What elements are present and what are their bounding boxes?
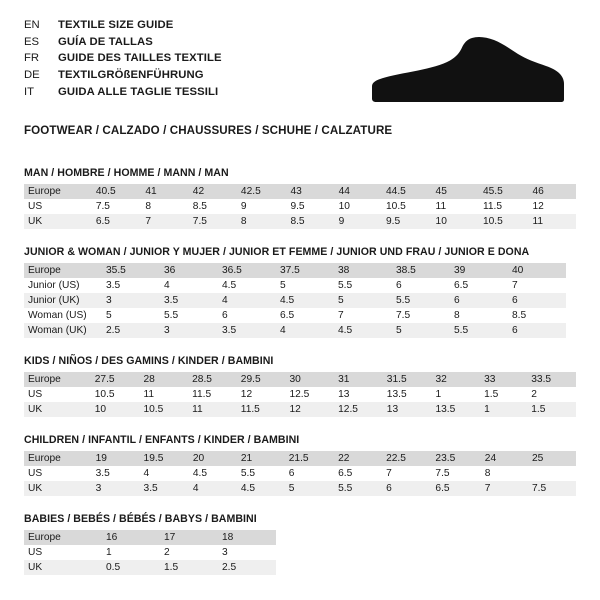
size-cell: 38.5 [392, 263, 450, 278]
size-cell: 12.5 [334, 402, 383, 417]
size-cell: 4 [164, 280, 170, 291]
table-row [24, 308, 566, 323]
size-sections [24, 167, 576, 575]
table-row [24, 214, 576, 229]
size-cell: 8 [454, 310, 460, 321]
size-cell: 32 [431, 372, 480, 387]
table-row [24, 278, 566, 293]
size-cell: 10.5 [139, 402, 188, 417]
size-cell: 33 [480, 372, 527, 387]
section-title: JUNIOR & WOMAN / JUNIOR Y MUJER / JUNIOR ET FEMME / JUNIOR UND FRAU / JUNIOR E DONA [24, 246, 530, 258]
size-cell: 7 [338, 310, 344, 321]
size-cell: 6.5 [431, 481, 480, 496]
size-cell: 6.5 [454, 280, 469, 291]
size-cell: 22.5 [382, 451, 431, 466]
size-cell: 7.5 [95, 201, 110, 212]
size-cell: 2 [164, 547, 170, 558]
section-title: KIDS / NIÑOS / DES GAMINS / KINDER / BAMBINI [24, 355, 274, 367]
size-cell: 7 [481, 481, 528, 496]
language-code: ES [24, 35, 40, 48]
table-row [24, 263, 566, 278]
size-cell: 6.5 [280, 310, 295, 321]
size-cell: 2 [531, 389, 537, 400]
table-row [24, 184, 576, 199]
size-cell: 8 [484, 468, 491, 479]
table-row [24, 323, 566, 338]
language-row [24, 35, 222, 52]
size-cell: 12 [240, 389, 253, 400]
row-label: US [28, 389, 43, 400]
size-cell: 35.5 [102, 263, 160, 278]
size-cell: 3.5 [218, 323, 276, 338]
row-label: US [28, 201, 43, 212]
size-cell: 41 [141, 184, 188, 199]
size-cell: 4.5 [222, 280, 237, 291]
size-cell: 8.5 [286, 214, 334, 229]
size-cell: 10.5 [386, 201, 406, 212]
size-cell: 25 [528, 451, 576, 466]
language-title: GUIDE DES TAILLES TEXTILE [58, 52, 222, 65]
table-row [24, 387, 576, 402]
language-title: TEXTILGRÖßENFÜHRUNG [58, 69, 204, 82]
row-label: UK [24, 560, 102, 575]
size-cell: 11.5 [237, 402, 286, 417]
size-cell: 1 [435, 389, 442, 400]
size-cell: 12 [285, 402, 334, 417]
size-cell: 19.5 [140, 451, 189, 466]
size-cell: 6 [288, 468, 295, 479]
language-title: TEXTILE SIZE GUIDE [58, 19, 174, 31]
row-label: Europe [24, 530, 102, 545]
size-cell: 33.5 [527, 372, 576, 387]
row-label: Europe [24, 184, 92, 199]
size-cell: 10 [91, 402, 140, 417]
size-table [24, 372, 576, 417]
row-label: Europe [24, 451, 92, 466]
size-cell: 20 [189, 451, 237, 466]
size-cell: 5 [280, 280, 286, 291]
table-row [24, 199, 576, 214]
size-cell: 8.5 [512, 310, 527, 321]
section-title: MAN / HOMBRE / HOMME / MANN / MAN [24, 167, 229, 179]
size-cell: 42.5 [237, 184, 287, 199]
size-cell: 13.5 [431, 402, 480, 417]
size-cell: 6 [508, 293, 566, 308]
size-cell: 3.5 [140, 481, 189, 496]
language-code: IT [24, 85, 35, 98]
language-row [24, 51, 222, 68]
size-cell: 2.5 [102, 323, 160, 338]
size-cell: 46 [529, 184, 577, 199]
size-cell: 43 [286, 184, 334, 199]
size-cell: 7 [512, 280, 518, 291]
table-row [24, 545, 276, 560]
size-cell: 5.5 [164, 310, 179, 321]
size-cell: 40.5 [92, 184, 142, 199]
size-cell: 11 [435, 201, 447, 212]
table-row [24, 372, 576, 387]
size-cell: 10.5 [94, 389, 115, 400]
size-cell: 13 [338, 389, 350, 400]
size-cell: 3 [222, 547, 228, 558]
size-cell: 42 [189, 184, 237, 199]
row-label: US [28, 468, 43, 479]
size-cell: 11 [143, 389, 155, 400]
size-cell: 5.5 [338, 280, 353, 291]
size-cell: 19 [92, 451, 140, 466]
size-cell: 3.5 [106, 280, 121, 291]
table-row [24, 466, 576, 481]
row-label: UK [24, 214, 92, 229]
size-cell: 3 [102, 293, 160, 308]
size-cell: 4 [218, 293, 276, 308]
size-cell: 36.5 [218, 263, 276, 278]
section-title: BABIES / BEBÉS / BÉBÉS / BABYS / BAMBINI [24, 513, 257, 525]
size-cell: 5 [285, 481, 334, 496]
size-cell: 31 [334, 372, 383, 387]
row-label: UK [24, 402, 91, 417]
table-row [24, 560, 276, 575]
size-cell: 11.5 [192, 389, 212, 400]
size-cell: 5 [334, 293, 392, 308]
size-cell: 10 [338, 201, 350, 212]
size-cell: 7.5 [396, 310, 411, 321]
size-cell: 4 [189, 481, 237, 496]
language-row [24, 18, 222, 35]
size-cell: 18 [218, 530, 276, 545]
size-section [24, 513, 576, 575]
size-table [24, 451, 576, 496]
size-cell: 13.5 [386, 389, 407, 400]
size-cell: 29.5 [237, 372, 286, 387]
size-cell: 5.5 [240, 468, 255, 479]
size-cell: 28 [139, 372, 188, 387]
size-cell: 9 [240, 201, 247, 212]
language-code: DE [24, 69, 40, 82]
document-header [24, 18, 576, 110]
size-cell: 3 [160, 323, 218, 338]
size-cell: 24 [481, 451, 528, 466]
size-cell: 1.5 [484, 389, 499, 400]
size-cell: 37.5 [276, 263, 334, 278]
size-cell: 21.5 [285, 451, 334, 466]
size-table [24, 263, 566, 338]
size-cell: 6.5 [338, 468, 353, 479]
size-cell: 23.5 [431, 451, 480, 466]
size-cell: 4 [276, 323, 334, 338]
table-row [24, 402, 576, 417]
size-cell: 0.5 [102, 560, 160, 575]
size-table [24, 184, 576, 229]
size-cell: 8.5 [192, 201, 207, 212]
language-row [24, 85, 222, 102]
size-section [24, 246, 576, 338]
row-label: Woman (UK) [24, 323, 102, 338]
size-cell: 30 [285, 372, 334, 387]
size-cell: 10 [432, 214, 479, 229]
size-cell: 6 [382, 481, 431, 496]
size-cell: 17 [160, 530, 218, 545]
language-row [24, 68, 222, 85]
size-cell: 45.5 [479, 184, 529, 199]
size-cell: 12 [532, 201, 544, 212]
size-cell: 5 [106, 310, 112, 321]
size-cell: 4.5 [192, 468, 208, 479]
size-cell: 13 [383, 402, 432, 417]
language-title: GUÍA DE TALLAS [58, 35, 153, 48]
table-row [24, 451, 576, 466]
size-cell: 28.5 [188, 372, 237, 387]
section-title: CHILDREN / INFANTIL / ENFANTS / KINDER / BAMBINI [24, 434, 300, 446]
size-section [24, 355, 576, 417]
size-cell: 5 [392, 323, 450, 338]
size-cell: 38 [334, 263, 392, 278]
size-cell: 9.5 [382, 214, 432, 229]
size-cell: 11.5 [482, 201, 503, 212]
size-cell: 4.5 [276, 293, 334, 308]
size-cell: 40 [508, 263, 566, 278]
size-cell: 7.5 [189, 214, 237, 229]
language-title: GUIDA ALLE TAGLIE TESSILI [58, 85, 219, 98]
size-cell: 27.5 [91, 372, 140, 387]
size-cell: 5.5 [450, 323, 508, 338]
size-cell: 6 [222, 310, 228, 321]
size-cell: 4.5 [334, 323, 392, 338]
size-cell: 11 [529, 214, 577, 229]
table-row [24, 293, 566, 308]
row-label: Europe [24, 372, 91, 387]
table-row [24, 530, 276, 545]
size-cell: 3.5 [95, 468, 110, 479]
row-label: UK [24, 481, 92, 496]
size-cell: 6 [508, 323, 566, 338]
table-row [24, 481, 576, 496]
size-table [24, 530, 276, 575]
size-cell: 12.5 [289, 389, 310, 400]
size-cell: 9.5 [290, 201, 305, 212]
size-cell: 6 [396, 280, 402, 291]
size-cell: 7 [141, 214, 188, 229]
size-cell: 1.5 [527, 402, 576, 417]
language-title-list [24, 18, 222, 102]
size-cell: 44.5 [382, 184, 432, 199]
row-label: Woman (US) [28, 310, 87, 321]
size-cell: 11 [188, 402, 237, 417]
row-label: US [28, 547, 43, 558]
size-section [24, 434, 576, 496]
size-cell: 6 [450, 293, 508, 308]
size-cell: 8 [145, 201, 152, 212]
size-cell: 1 [480, 402, 527, 417]
size-cell: 2.5 [218, 560, 276, 575]
size-cell: 44 [335, 184, 382, 199]
size-cell: 5.5 [334, 481, 382, 496]
language-code: FR [24, 52, 40, 65]
row-label: Junior (US) [28, 280, 80, 291]
size-cell: 1 [106, 547, 112, 558]
row-label: Europe [24, 263, 102, 278]
size-cell: 45 [432, 184, 479, 199]
size-cell: 5.5 [392, 293, 450, 308]
size-cell: 9 [335, 214, 382, 229]
size-cell: 36 [160, 263, 218, 278]
size-cell: 10.5 [479, 214, 529, 229]
size-cell: 4 [143, 468, 150, 479]
size-cell: 22 [334, 451, 382, 466]
size-cell: 16 [102, 530, 160, 545]
size-cell: 31.5 [383, 372, 432, 387]
size-cell: 39 [450, 263, 508, 278]
size-cell: 6.5 [92, 214, 142, 229]
size-cell: 3 [92, 481, 140, 496]
row-label: Junior (UK) [24, 293, 102, 308]
size-cell: 7 [386, 468, 392, 479]
size-cell: 7.5 [528, 481, 576, 496]
size-section [24, 167, 576, 229]
size-cell: 8 [237, 214, 287, 229]
language-code: EN [24, 19, 40, 31]
size-cell: 21 [237, 451, 285, 466]
category-line: FOOTWEAR / CALZADO / CHAUSSURES / SCHUHE / CALZATURE [24, 124, 393, 137]
size-cell: 7.5 [435, 468, 450, 479]
size-cell: 3.5 [160, 293, 218, 308]
dress-shoe-icon [368, 32, 568, 110]
size-cell: 4.5 [237, 481, 285, 496]
size-cell: 1.5 [160, 560, 218, 575]
